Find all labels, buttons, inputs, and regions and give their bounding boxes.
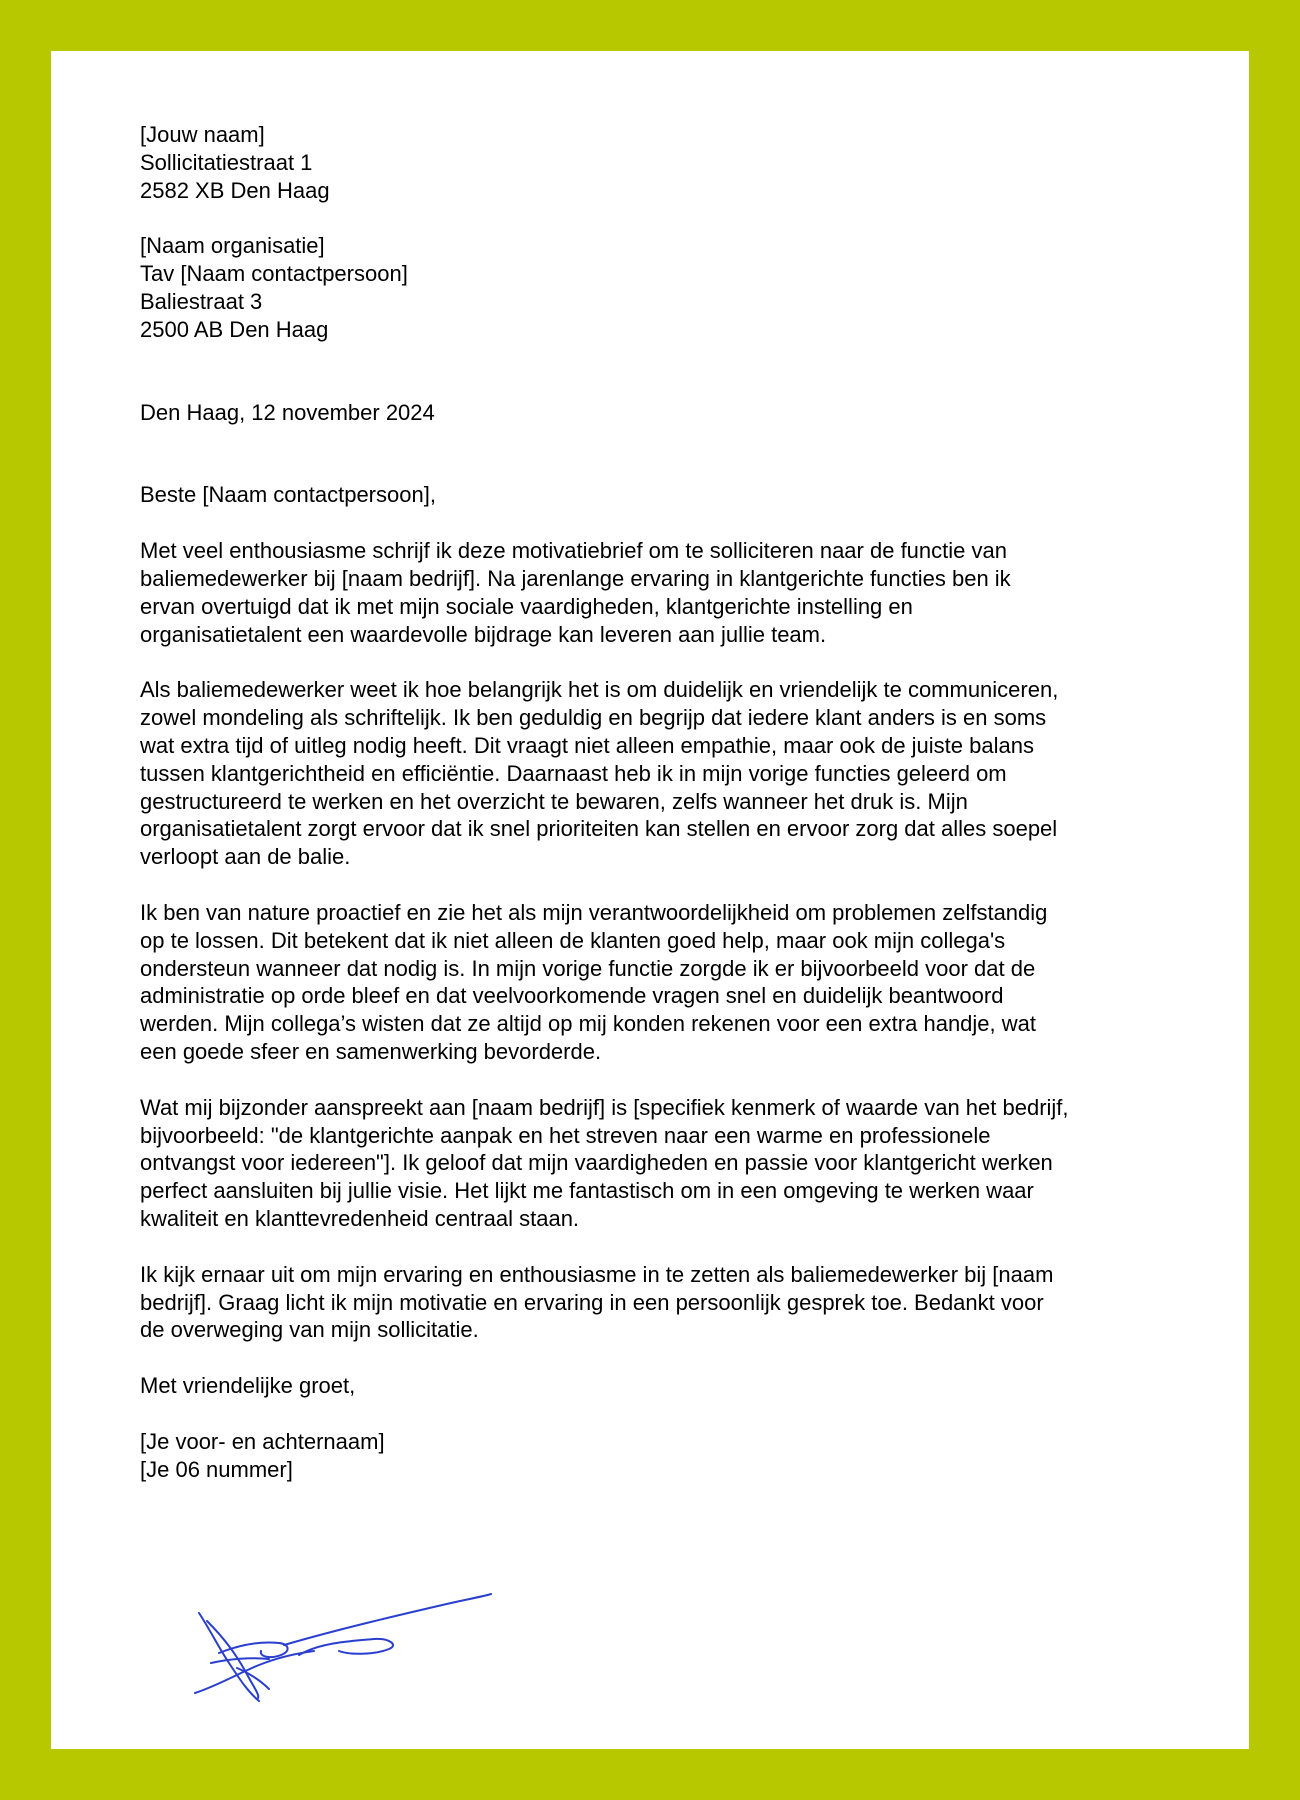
paragraph-line: Ik kijk ernaar uit om mijn ervaring en enthousiasme in te zetten als baliemedewerker bij [naam — [140, 1261, 1054, 1287]
signoff-phone: [Je 06 nummer] — [140, 1456, 293, 1482]
paragraph-skills — [140, 676, 1170, 871]
paragraph-line: zowel mondeling als schriftelijk. Ik ben geduldig en begrijp dat iedere klant anders is en soms — [140, 705, 1047, 731]
sender-address — [140, 121, 1170, 204]
recipient-address — [140, 232, 1170, 343]
recipient-city: 2500 AB Den Haag — [140, 316, 329, 342]
paragraph-line: wat extra tijd of uitleg nodig heeft. Dit vraagt niet alleen empathie, maar ook de juiste balans — [140, 732, 1034, 758]
paragraph-line: Ik ben van nature proactief en zie het als mijn verantwoordelijkheid om problemen zelfstandig — [140, 899, 1048, 925]
salutation: Beste [Naam contactpersoon], — [140, 482, 436, 508]
paragraph-line: bedrijf]. Graag licht ik mijn motivatie en ervaring in een persoonlijk gesprek toe. Bedankt voor — [140, 1289, 1044, 1315]
signoff — [140, 1428, 1170, 1484]
recipient-organisation: [Naam organisatie] — [140, 233, 325, 259]
paragraph-line: gestructureerd te werken en het overzicht te bewaren, zelfs wanneer het druk is. Mijn — [140, 788, 968, 814]
signoff-name: [Je voor- en achternaam] — [140, 1428, 385, 1454]
paragraph-line: Wat mij bijzonder aanspreekt aan [naam bedrijf] is [specifiek kenmerk of waarde van het bedrijf, — [140, 1094, 1069, 1120]
paragraph-line: verloopt aan de balie. — [140, 844, 351, 870]
paragraph-line: kwaliteit en klanttevredenheid centraal staan. — [140, 1205, 580, 1231]
paragraph-line: ondersteun wanneer dat nodig is. In mijn vorige functie zorgde ik er bijvoorbeeld voor dat de — [140, 955, 1036, 981]
paragraph-proactive — [140, 899, 1170, 1066]
paragraph-line: Met veel enthousiasme schrijf ik deze motivatiebrief om te solliciteren naar de functie van — [140, 538, 1007, 564]
paragraph-intro — [140, 537, 1170, 648]
closing-phrase: Met vriendelijke groet, — [140, 1373, 356, 1399]
paragraph-line: ervan overtuigd dat ik met mijn sociale vaardigheden, klantgerichte instelling en — [140, 593, 913, 619]
paragraph-line: perfect aansluiten bij jullie visie. Het lijkt me fantastisch om in een omgeving te werken waar — [140, 1178, 1034, 1204]
signature-icon — [189, 1593, 499, 1713]
paragraph-company — [140, 1094, 1170, 1233]
paragraph-conclusion — [140, 1261, 1170, 1344]
letter-body — [140, 121, 1170, 1483]
letter-date: Den Haag, 12 november 2024 — [140, 399, 435, 425]
paragraph-line: Als baliemedewerker weet ik hoe belangrijk het is om duidelijk en vriendelijk te communiceren, — [140, 677, 1059, 703]
paragraph-line: organisatietalent een waardevolle bijdrage kan leveren aan jullie team. — [140, 621, 827, 647]
paragraph-line: ontvangst voor iedereen"]. Ik geloof dat mijn vaardigheden en passie voor klantgericht werken — [140, 1150, 1053, 1176]
sender-street: Sollicitatiestraat 1 — [140, 149, 313, 175]
paragraph-line: op te lossen. Dit betekent dat ik niet alleen de klanten goed help, maar ook mijn collega's — [140, 927, 1006, 953]
paragraph-line: tussen klantgerichtheid en efficiëntie. Daarnaast heb ik in mijn vorige functies geleerd om — [140, 760, 1007, 786]
paragraph-line: een goede sfeer en samenwerking bevorderde. — [140, 1038, 602, 1064]
recipient-attention: Tav [Naam contactpersoon] — [140, 261, 408, 287]
recipient-street: Baliestraat 3 — [140, 288, 263, 314]
sender-city: 2582 XB Den Haag — [140, 177, 330, 203]
paragraph-line: bijvoorbeeld: "de klantgerichte aanpak en het streven naar een warme en professionele — [140, 1122, 991, 1148]
paragraph-line: administratie op orde bleef en dat veelvoorkomende vragen snel en duidelijk beantwoord — [140, 983, 1004, 1009]
paragraph-line: organisatietalent zorgt ervoor dat ik snel prioriteiten kan stellen en ervoor zorg dat alles soepel — [140, 816, 1058, 842]
paragraph-line: de overweging van mijn sollicitatie. — [140, 1317, 479, 1343]
paragraph-line: werden. Mijn collega’s wisten dat ze altijd op mij konden rekenen voor een extra handje, wat — [140, 1011, 1036, 1037]
sender-name: [Jouw naam] — [140, 122, 265, 147]
letter-page — [51, 51, 1249, 1749]
paragraph-line: baliemedewerker bij [naam bedrijf]. Na jarenlange ervaring in klantgerichte functies ben ik — [140, 565, 1011, 591]
